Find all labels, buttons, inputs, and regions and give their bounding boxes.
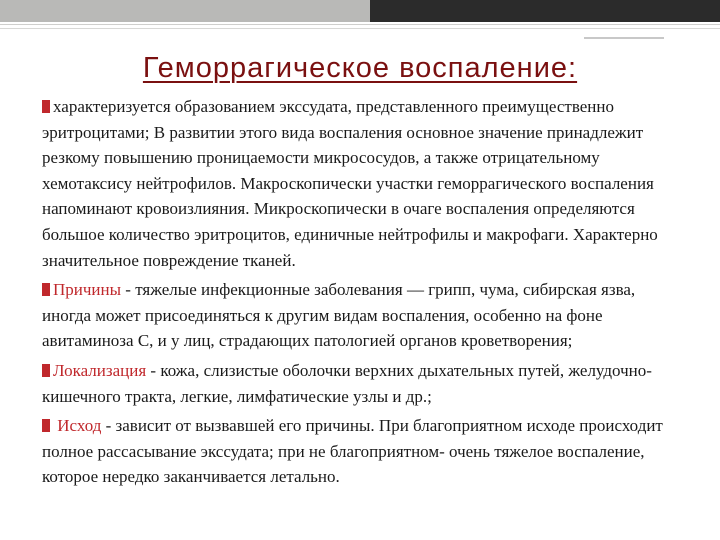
paragraph-text: - кожа, слизистые оболочки верхних дыхательных путей, желудочно-кишечного тракта, легкие, лимфатические узлы и др.;: [42, 360, 652, 406]
header-divider-secondary: [0, 28, 720, 29]
paragraph-causes: [42, 277, 682, 354]
paragraph-keyword: Исход: [53, 416, 102, 436]
paragraph-text: - зависит от вызвавшей его причины. При благоприятном исходе происходит полное рассасывание экссудата; при не благоприятном- очень тяжелое воспаление, которое нередко заканчивается летально.: [42, 416, 663, 487]
bullet-icon: [42, 364, 50, 377]
paragraph-definition: [42, 94, 682, 273]
paragraph-keyword: Локализация: [53, 360, 147, 380]
bullet-icon: [42, 283, 50, 296]
header-band-dark: [370, 0, 720, 22]
header-accent-line: [584, 37, 664, 39]
slide-title: Геморрагическое воспаление:: [142, 52, 578, 84]
bullet-icon: [42, 100, 50, 113]
paragraph-outcome: [42, 413, 682, 490]
bullet-icon: [42, 419, 50, 432]
slide-body: [42, 94, 682, 494]
paragraph-text: характеризуется образованием экссудата, представленного преимущественно эритроцитами; В развитии этого вида воспаления основное значение принадлежит резкому повышению проницаемости микрососудов, а также отрицательному хемотаксису нейтрофилов. Макроскопически участки геморрагического воспаления напоминают кровоизлияния. Микроскопически в очаге воспаления определяются большое количество эритроцитов, единичные нейтрофилы и макрофаги. Характерно значительное повреждение тканей.: [42, 97, 658, 270]
paragraph-text: - тяжелые инфекционные заболевания — грипп, чума, сибирская язва, иногда может присоединяться к другим видам воспаления, особенно на фоне авитаминоза С, и у лиц, страдающих патологией органов кроветворения;: [42, 280, 636, 351]
header-divider: [0, 24, 720, 25]
paragraph-keyword: Причины: [53, 280, 122, 300]
paragraph-localization: [42, 358, 682, 409]
